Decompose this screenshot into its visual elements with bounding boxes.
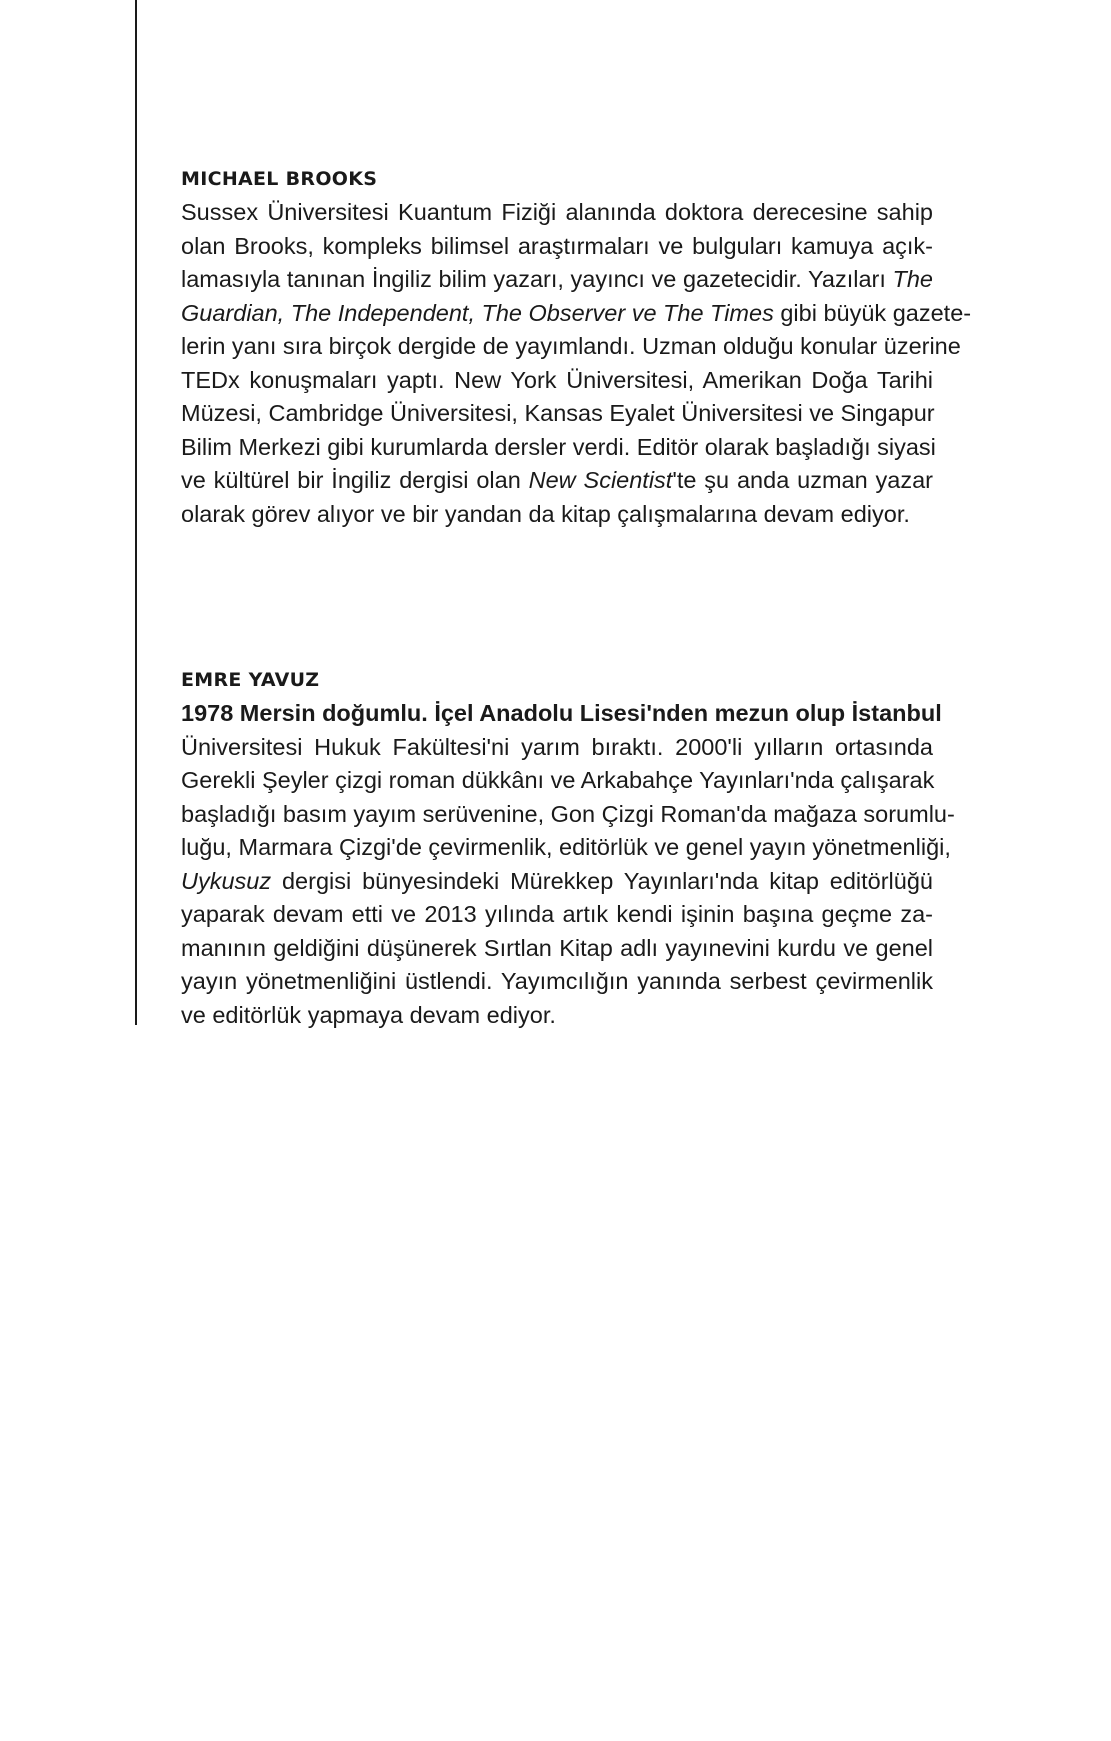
bio-line: Sussex Üniversitesi Kuantum Fiziği alanında doktora derecesine sahip	[181, 199, 933, 225]
bio-line: yaparak devam etti ve 2013 yılında artık kendi işinin başına geçme za-	[181, 901, 933, 927]
bio-text: dergisi bünyesindeki Mürekkep Yayınları'nda kitap editörlüğü	[271, 867, 933, 894]
bio-michael-brooks	[181, 166, 972, 531]
publication-title: The	[892, 266, 933, 292]
bio-line: olarak görev alıyor ve bir yandan da kitap çalışmalarına devam ediyor.	[181, 500, 910, 527]
bio-text: gibi büyük gazete-	[773, 299, 972, 326]
bio-text: lamasıyla tanınan İngiliz bilim yazarı, yayıncı ve gazetecidir. Yazıları	[181, 266, 893, 292]
bio-name: EMRE YAVUZ	[181, 669, 320, 691]
bio-line: başladığı basım yayım serüvenine, Gon Çizgi Roman'da mağaza sorumlu-	[181, 800, 955, 827]
bio-text: 'te şu anda uzman yazar	[672, 467, 933, 493]
bio-text: ve kültürel bir İngiliz dergisi olan	[181, 467, 529, 493]
margin-rule	[135, 0, 137, 1025]
bio-line	[181, 263, 933, 297]
bio-name: MICHAEL BROOKS	[181, 168, 378, 190]
bio-line: Müzesi, Cambridge Üniversitesi, Kansas Eyalet Üniversitesi ve Singapur	[181, 400, 935, 426]
bio-line: yayın yönetmenliğini üstlendi. Yayımcılığın yanında serbest çevirmenlik	[181, 968, 933, 994]
bio-line: Üniversitesi Hukuk Fakültesi'ni yarım bıraktı. 2000'li yılların ortasında	[181, 733, 933, 760]
publication-title: New Scientist	[528, 467, 673, 493]
bio-line: luğu, Marmara Çizgi'de çevirmenlik, editörlük ve genel yayın yönetmenliği,	[181, 834, 951, 860]
bio-emre-yavuz	[181, 667, 955, 1032]
bio-line: 1978 Mersin doğumlu. İçel Anadolu Lisesi'nden mezun olup İstanbul	[181, 700, 942, 726]
bio-line: TEDx konuşmaları yaptı. New York Üniversitesi, Amerikan Doğa Tarihi	[181, 366, 933, 393]
bio-line: lerin yanı sıra birçok dergide de yayımlandı. Uzman olduğu konular üzerine	[181, 333, 961, 359]
publication-titles: Guardian, The Independent, The Observer ve The Times	[181, 299, 774, 326]
bio-line: Gerekli Şeyler çizgi roman dükkânı ve Arkabahçe Yayınları'nda çalışarak	[181, 767, 935, 793]
bio-line: manının geldiğini düşünerek Sırtlan Kitap adlı yayınevini kurdu ve genel	[181, 934, 933, 961]
bio-line: Bilim Merkezi gibi kurumlarda dersler verdi. Editör olarak başladığı siyasi	[181, 433, 936, 460]
bio-line: ve editörlük yapmaya devam ediyor.	[181, 1001, 556, 1028]
bio-line	[181, 297, 972, 331]
bio-line	[181, 464, 933, 498]
bio-line	[181, 865, 933, 899]
publication-title: Uykusuz	[181, 867, 272, 894]
bio-line: olan Brooks, kompleks bilimsel araştırmaları ve bulguları kamuya açık-	[181, 232, 933, 259]
